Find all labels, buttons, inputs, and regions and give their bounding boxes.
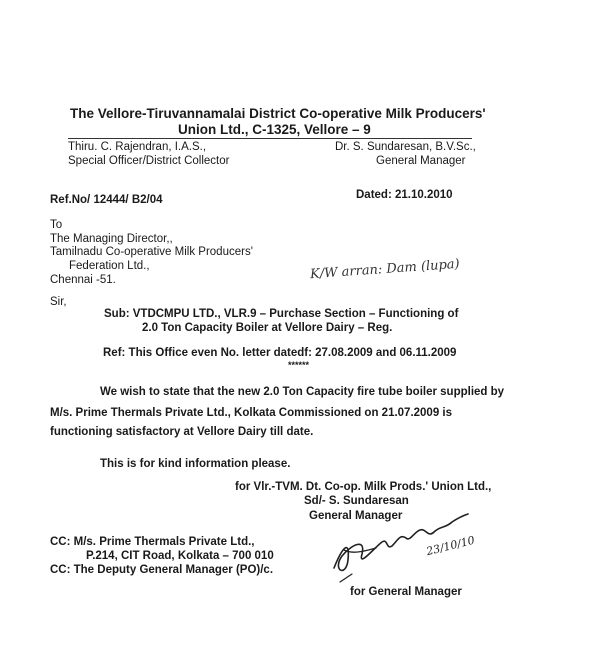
subject-line1: Sub: VTDCMPU LTD., VLR.9 – Purchase Section – Functioning of	[104, 308, 459, 320]
signature-date: 23/10/10	[424, 533, 477, 559]
closing-line: This is for kind information please.	[100, 458, 291, 470]
sign-block-name: Sd/- S. Sundaresan	[304, 495, 409, 507]
org-name-line1: The Vellore-Tiruvannamalai District Co-operative Milk Producers'	[70, 106, 486, 121]
org-name-line2: Union Ltd., C-1325, Vellore – 9	[178, 122, 371, 137]
body-line2: M/s. Prime Thermals Private Ltd., Kolkata Commissioned on 21.07.2009 is	[50, 407, 453, 419]
handwritten-note: K/W arran: Dam (lupa)	[309, 256, 461, 283]
right-signatory-title: General Manager	[376, 155, 466, 167]
left-signatory-title: Special Officer/District Collector	[68, 155, 230, 167]
reference-stars: ******	[288, 360, 310, 370]
cc-line3: CC: The Deputy General Manager (PO)/c.	[50, 564, 274, 576]
addressee-line3: Federation Ltd.,	[69, 260, 150, 272]
to-label: To	[50, 219, 63, 231]
reference-number: Ref.No/ 12444/ B2/04	[50, 194, 163, 206]
sign-block-union: for Vlr.-TVM. Dt. Co-op. Milk Prods.' Union Ltd.,	[235, 481, 492, 493]
addressee-line1: The Managing Director,,	[50, 233, 173, 245]
subject-line2: 2.0 Ton Capacity Boiler at Vellore Dairy – Reg.	[142, 322, 393, 334]
addressee-line4: Chennai -51.	[50, 274, 116, 286]
for-general-manager: for General Manager	[350, 586, 462, 598]
body-line3: functioning satisfactory at Vellore Dairy till date.	[50, 426, 314, 438]
sign-block-title: General Manager	[309, 510, 403, 522]
body-line1: We wish to state that the new 2.0 Ton Capacity fire tube boiler supplied by	[100, 386, 505, 398]
salutation: Sir,	[50, 296, 67, 308]
handwritten-signature	[322, 508, 482, 584]
letter-date: Dated: 21.10.2010	[356, 189, 453, 201]
cc-line2: P.214, CIT Road, Kolkata – 700 010	[86, 550, 274, 562]
header-divider	[68, 138, 472, 139]
cc-line1: CC: M/s. Prime Thermals Private Ltd.,	[50, 536, 255, 548]
right-signatory-name: Dr. S. Sundaresan, B.V.Sc.,	[335, 141, 476, 153]
left-signatory-name: Thiru. C. Rajendran, I.A.S.,	[68, 141, 207, 153]
addressee-line2: Tamilnadu Co-operative Milk Producers'	[50, 246, 253, 258]
reference-line: Ref: This Office even No. letter datedf: 27.08.2009 and 06.11.2009	[103, 347, 457, 359]
